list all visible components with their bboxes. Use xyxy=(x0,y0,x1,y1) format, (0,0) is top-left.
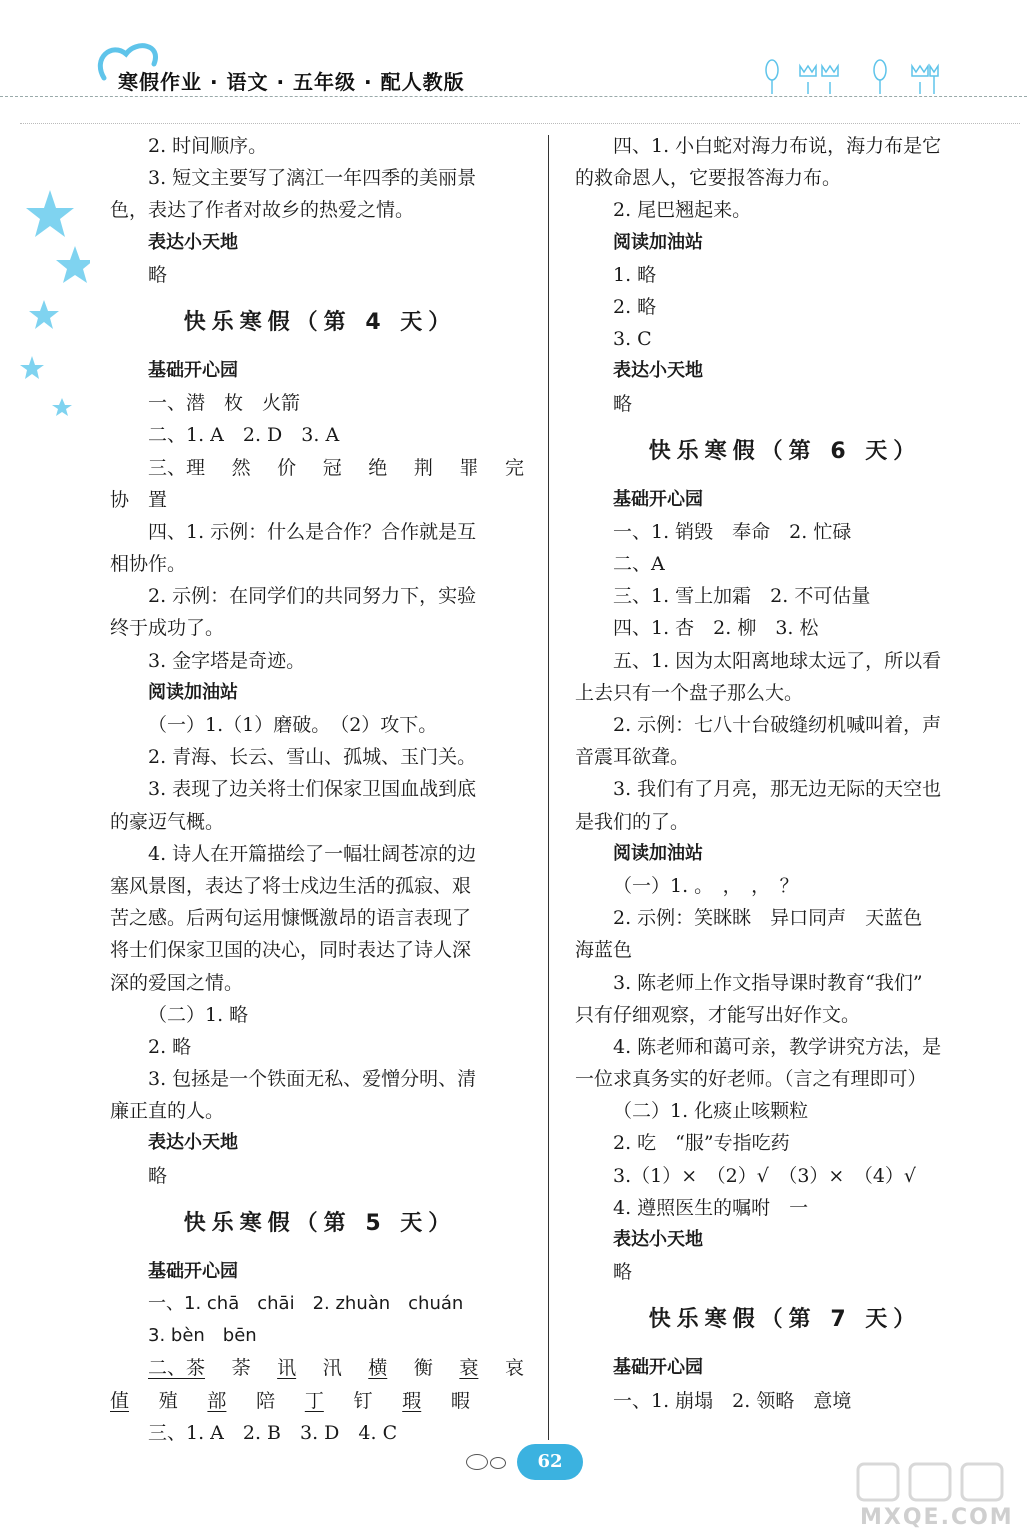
answer-line: 只有仔细观察，才能写出好作文。 xyxy=(575,1003,861,1026)
char: 值 xyxy=(110,1389,130,1412)
answer-line: 三、1. A 2. B 3. D 4. C xyxy=(148,1421,398,1444)
answer-line: 略 xyxy=(148,1164,168,1187)
char: 钉 xyxy=(353,1389,373,1412)
day-title: 快乐寒假（第 6 天） xyxy=(648,438,922,464)
char: 三、理 xyxy=(148,456,206,479)
answer-line: 3. 包拯是一个铁面无私、爱憎分明、清 xyxy=(148,1068,477,1091)
char: 价 xyxy=(277,456,297,479)
section-subheading: 基础开心园 xyxy=(148,359,238,381)
answer-line: 4. 陈老师和蔼可亲，教学讲究方法，是 xyxy=(613,1035,942,1058)
ring-icon xyxy=(466,1454,488,1470)
answer-line-chars xyxy=(110,1385,530,1417)
answer-line: 4. 遵照医生的嘱咐 一 xyxy=(613,1196,809,1219)
header-rule xyxy=(0,96,1027,97)
answer-line: 3. 我们有了月亮，那无边无际的天空也 xyxy=(613,778,942,801)
section-subheading: 阅读加油站 xyxy=(148,681,238,703)
answer-line: 四、1. 示例：什么是合作？合作就是互 xyxy=(148,520,477,543)
char: 讯 xyxy=(277,1357,297,1380)
char: 荆 xyxy=(413,456,433,479)
answer-line: 协 置 xyxy=(110,488,168,511)
answer-line: 的豪迈气概。 xyxy=(110,810,225,833)
answer-line: 3. 金字塔是奇迹。 xyxy=(148,649,306,672)
char: 罪 xyxy=(459,456,479,479)
char: 部 xyxy=(207,1389,227,1412)
book-title: 寒假作业 · 语文 · 五年级 · 配人教版 xyxy=(118,70,465,94)
answer-line: 终于成功了。 xyxy=(110,617,225,640)
char: 丁 xyxy=(304,1389,324,1412)
answer-line: 四、1. 杏 2. 柳 3. 松 xyxy=(613,617,819,640)
answer-line: 一、潜 枚 火箭 xyxy=(148,392,301,415)
left-column xyxy=(110,130,530,1449)
char: 完 xyxy=(504,456,524,479)
char: 衡 xyxy=(413,1357,433,1380)
answer-line: 是我们的了。 xyxy=(575,810,690,833)
answer-line: 苦之感。后两句运用慷慨激昂的语言表现了 xyxy=(110,907,472,930)
answer-line: 略 xyxy=(613,1261,633,1284)
page-header xyxy=(0,0,1027,120)
answer-line: 2. 吃 “服”专指吃药 xyxy=(613,1132,790,1155)
answer-line: 3. 表现了边关将士们保家卫国血战到底 xyxy=(148,778,477,801)
answer-line: （二）1. 化痰止咳颗粒 xyxy=(613,1100,809,1123)
section-subheading: 表达小天地 xyxy=(148,1132,238,1154)
answer-line: 三、1. 雪上加霜 2. 不可估量 xyxy=(613,585,871,608)
watermark-text: MXQE.COM xyxy=(860,1505,1014,1530)
answer-line: 1. 略 xyxy=(613,263,657,286)
char: 陪 xyxy=(256,1389,276,1412)
char: 哀 xyxy=(504,1357,524,1380)
char: 暇 xyxy=(450,1389,470,1412)
answer-line: 2. 时间顺序。 xyxy=(148,135,268,157)
section-subheading: 阅读加油站 xyxy=(613,842,703,864)
answer-line: （二）1. 略 xyxy=(148,1003,249,1026)
answer-line: 2. 示例：在同学们的共同努力下，实验 xyxy=(148,585,477,608)
answer-line: 五、1. 因为太阳离地球太远了，所以看 xyxy=(613,649,942,672)
answer-line: 略 xyxy=(148,263,168,286)
answer-line: 2. 尾巴翘起来。 xyxy=(613,199,752,222)
char: 殖 xyxy=(158,1389,178,1412)
answer-line: 2. 示例：七八十台破缝纫机喊叫着，声 xyxy=(613,714,942,736)
section-subheading: 表达小天地 xyxy=(613,360,703,382)
answer-line: （一）1. 。 ， ， ？ xyxy=(613,874,799,897)
page-number: 62 xyxy=(517,1444,583,1480)
answer-line-chars xyxy=(110,1352,530,1384)
answer-line: 深的爱国之情。 xyxy=(110,971,244,994)
section-subheading: 基础开心园 xyxy=(148,1260,238,1282)
day-title: 快乐寒假（第 7 天） xyxy=(648,1307,922,1333)
column-divider xyxy=(548,135,549,1440)
section-subheading: 基础开心园 xyxy=(613,488,703,510)
section-subheading: 表达小天地 xyxy=(148,231,238,253)
answer-line: 相协作。 xyxy=(110,553,187,576)
char: 然 xyxy=(231,456,251,479)
answer-line: 4. 诗人在开篇描绘了一幅壮阔苍凉的边 xyxy=(148,842,477,865)
char: 汛 xyxy=(322,1357,342,1380)
answer-line: 上去只有一个盘子那么大。 xyxy=(575,681,804,704)
answer-line: 塞风景图，表达了将士戍边生活的孤寂、艰 xyxy=(110,874,472,897)
answer-line: 海蓝色 xyxy=(575,939,633,962)
answer-line: 3.（1）× （2）√ （3）× （4）√ xyxy=(613,1164,917,1187)
answer-line: 一位求真务实的好老师。（言之有理即可） xyxy=(575,1068,927,1091)
answer-line: 色，表达了作者对故乡的热爱之情。 xyxy=(110,199,415,222)
day-title: 快乐寒假（第 5 天） xyxy=(183,1210,457,1236)
answer-line: 一、1. 崩塌 2. 领略 意境 xyxy=(613,1389,852,1412)
answer-line: 的救命恩人，它要报答海力布。 xyxy=(575,167,842,190)
section-subheading: 基础开心园 xyxy=(613,1357,703,1379)
answer-line: 3. 短文主要写了漓江一年四季的美丽景 xyxy=(148,167,477,190)
answer-line-chars xyxy=(110,452,530,484)
answer-line: 二、A xyxy=(613,553,665,576)
header-rule-2 xyxy=(20,123,1020,124)
char: 二、茶 xyxy=(148,1357,206,1380)
stars-decoration-icon xyxy=(10,190,90,430)
answer-line: 廉正直的人。 xyxy=(110,1100,225,1123)
char: 衰 xyxy=(459,1357,479,1380)
answer-line: 四、1. 小白蛇对海力布说，海力布是它 xyxy=(613,135,942,157)
answer-line: 一、1. 销毁 奉命 2. 忙碌 xyxy=(613,520,852,543)
char: 绝 xyxy=(368,456,388,479)
answer-line: 3. bèn bēn xyxy=(148,1325,257,1347)
answer-line: 2. 略 xyxy=(613,295,657,318)
answer-line: 3. C xyxy=(613,328,652,351)
char: 冠 xyxy=(322,456,342,479)
answer-line: （一）1.（1）磨破。 （2）攻下。 xyxy=(148,714,438,736)
section-subheading: 表达小天地 xyxy=(613,1229,703,1250)
char: 横 xyxy=(368,1357,388,1380)
char: 荼 xyxy=(231,1357,251,1380)
tulip-decoration-icon xyxy=(760,56,950,96)
answer-line: 2. 示例：笑眯眯 异口同声 天蓝色 xyxy=(613,907,923,930)
answer-line: 2. 青海、长云、雪山、孤城、玉门关。 xyxy=(148,746,477,769)
answer-line: 3. 陈老师上作文指导课时教育“我们” xyxy=(613,971,923,994)
section-subheading: 阅读加油站 xyxy=(613,231,703,253)
char: 瑕 xyxy=(402,1389,422,1412)
answer-line: 音震耳欲聋。 xyxy=(575,746,690,769)
day-title: 快乐寒假（第 4 天） xyxy=(183,309,457,335)
ring-icon xyxy=(490,1457,506,1469)
answer-line: 一、1. chā chāi 2. zhuàn chuán xyxy=(148,1293,464,1314)
answer-line: 2. 略 xyxy=(148,1035,192,1058)
answer-line: 二、1. A 2. D 3. A xyxy=(148,424,340,447)
answer-line: 将士们保家卫国的决心，同时表达了诗人深 xyxy=(110,939,472,962)
right-column xyxy=(575,130,995,1417)
answer-line: 略 xyxy=(613,392,633,415)
